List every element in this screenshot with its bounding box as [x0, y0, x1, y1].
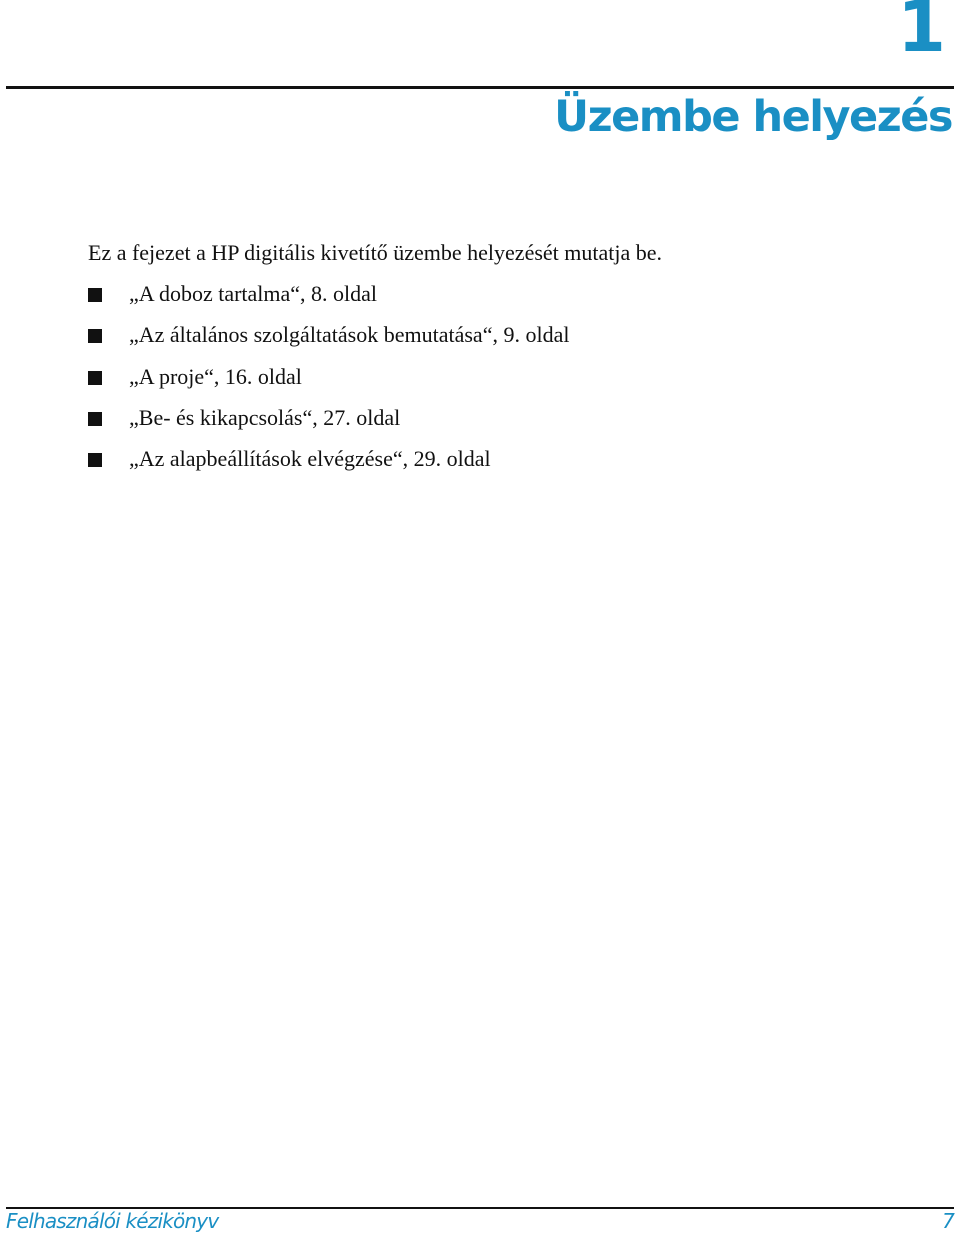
square-bullet-icon	[88, 329, 102, 343]
list-item-link[interactable]: „A proje“, 16. oldal	[129, 363, 302, 389]
square-bullet-icon	[88, 453, 102, 467]
list-item-link[interactable]: „Az általános szolgáltatások bemutatása“, 9. oldal	[129, 322, 570, 348]
intro-text: Ez a fejezet a HP digitális kivetítő üzembe helyezését mutatja be.	[88, 240, 663, 265]
list-item-link[interactable]: „Az alapbeállítások elvégzése“, 29. oldal	[129, 446, 491, 472]
list-item-link[interactable]: „A doboz tartalma“, 8. oldal	[129, 281, 378, 306]
list-item[interactable]	[88, 281, 569, 322]
square-bullet-icon	[88, 371, 102, 385]
square-bullet-icon	[88, 412, 102, 426]
topic-list	[88, 281, 569, 487]
header-rule	[6, 86, 954, 89]
square-bullet-icon	[88, 288, 102, 302]
footer-book-title: Felhasználói kézikönyv	[6, 1209, 219, 1233]
list-item[interactable]	[88, 446, 569, 487]
list-item[interactable]	[88, 364, 569, 405]
list-item[interactable]	[88, 322, 569, 363]
page-title: Üzembe helyezés	[554, 92, 952, 142]
chapter-number: 1	[897, 0, 946, 68]
footer-page-number: 7	[942, 1209, 954, 1233]
list-item-link[interactable]: „Be- és kikapcsolás“, 27. oldal	[129, 404, 401, 430]
list-item[interactable]	[88, 405, 569, 446]
